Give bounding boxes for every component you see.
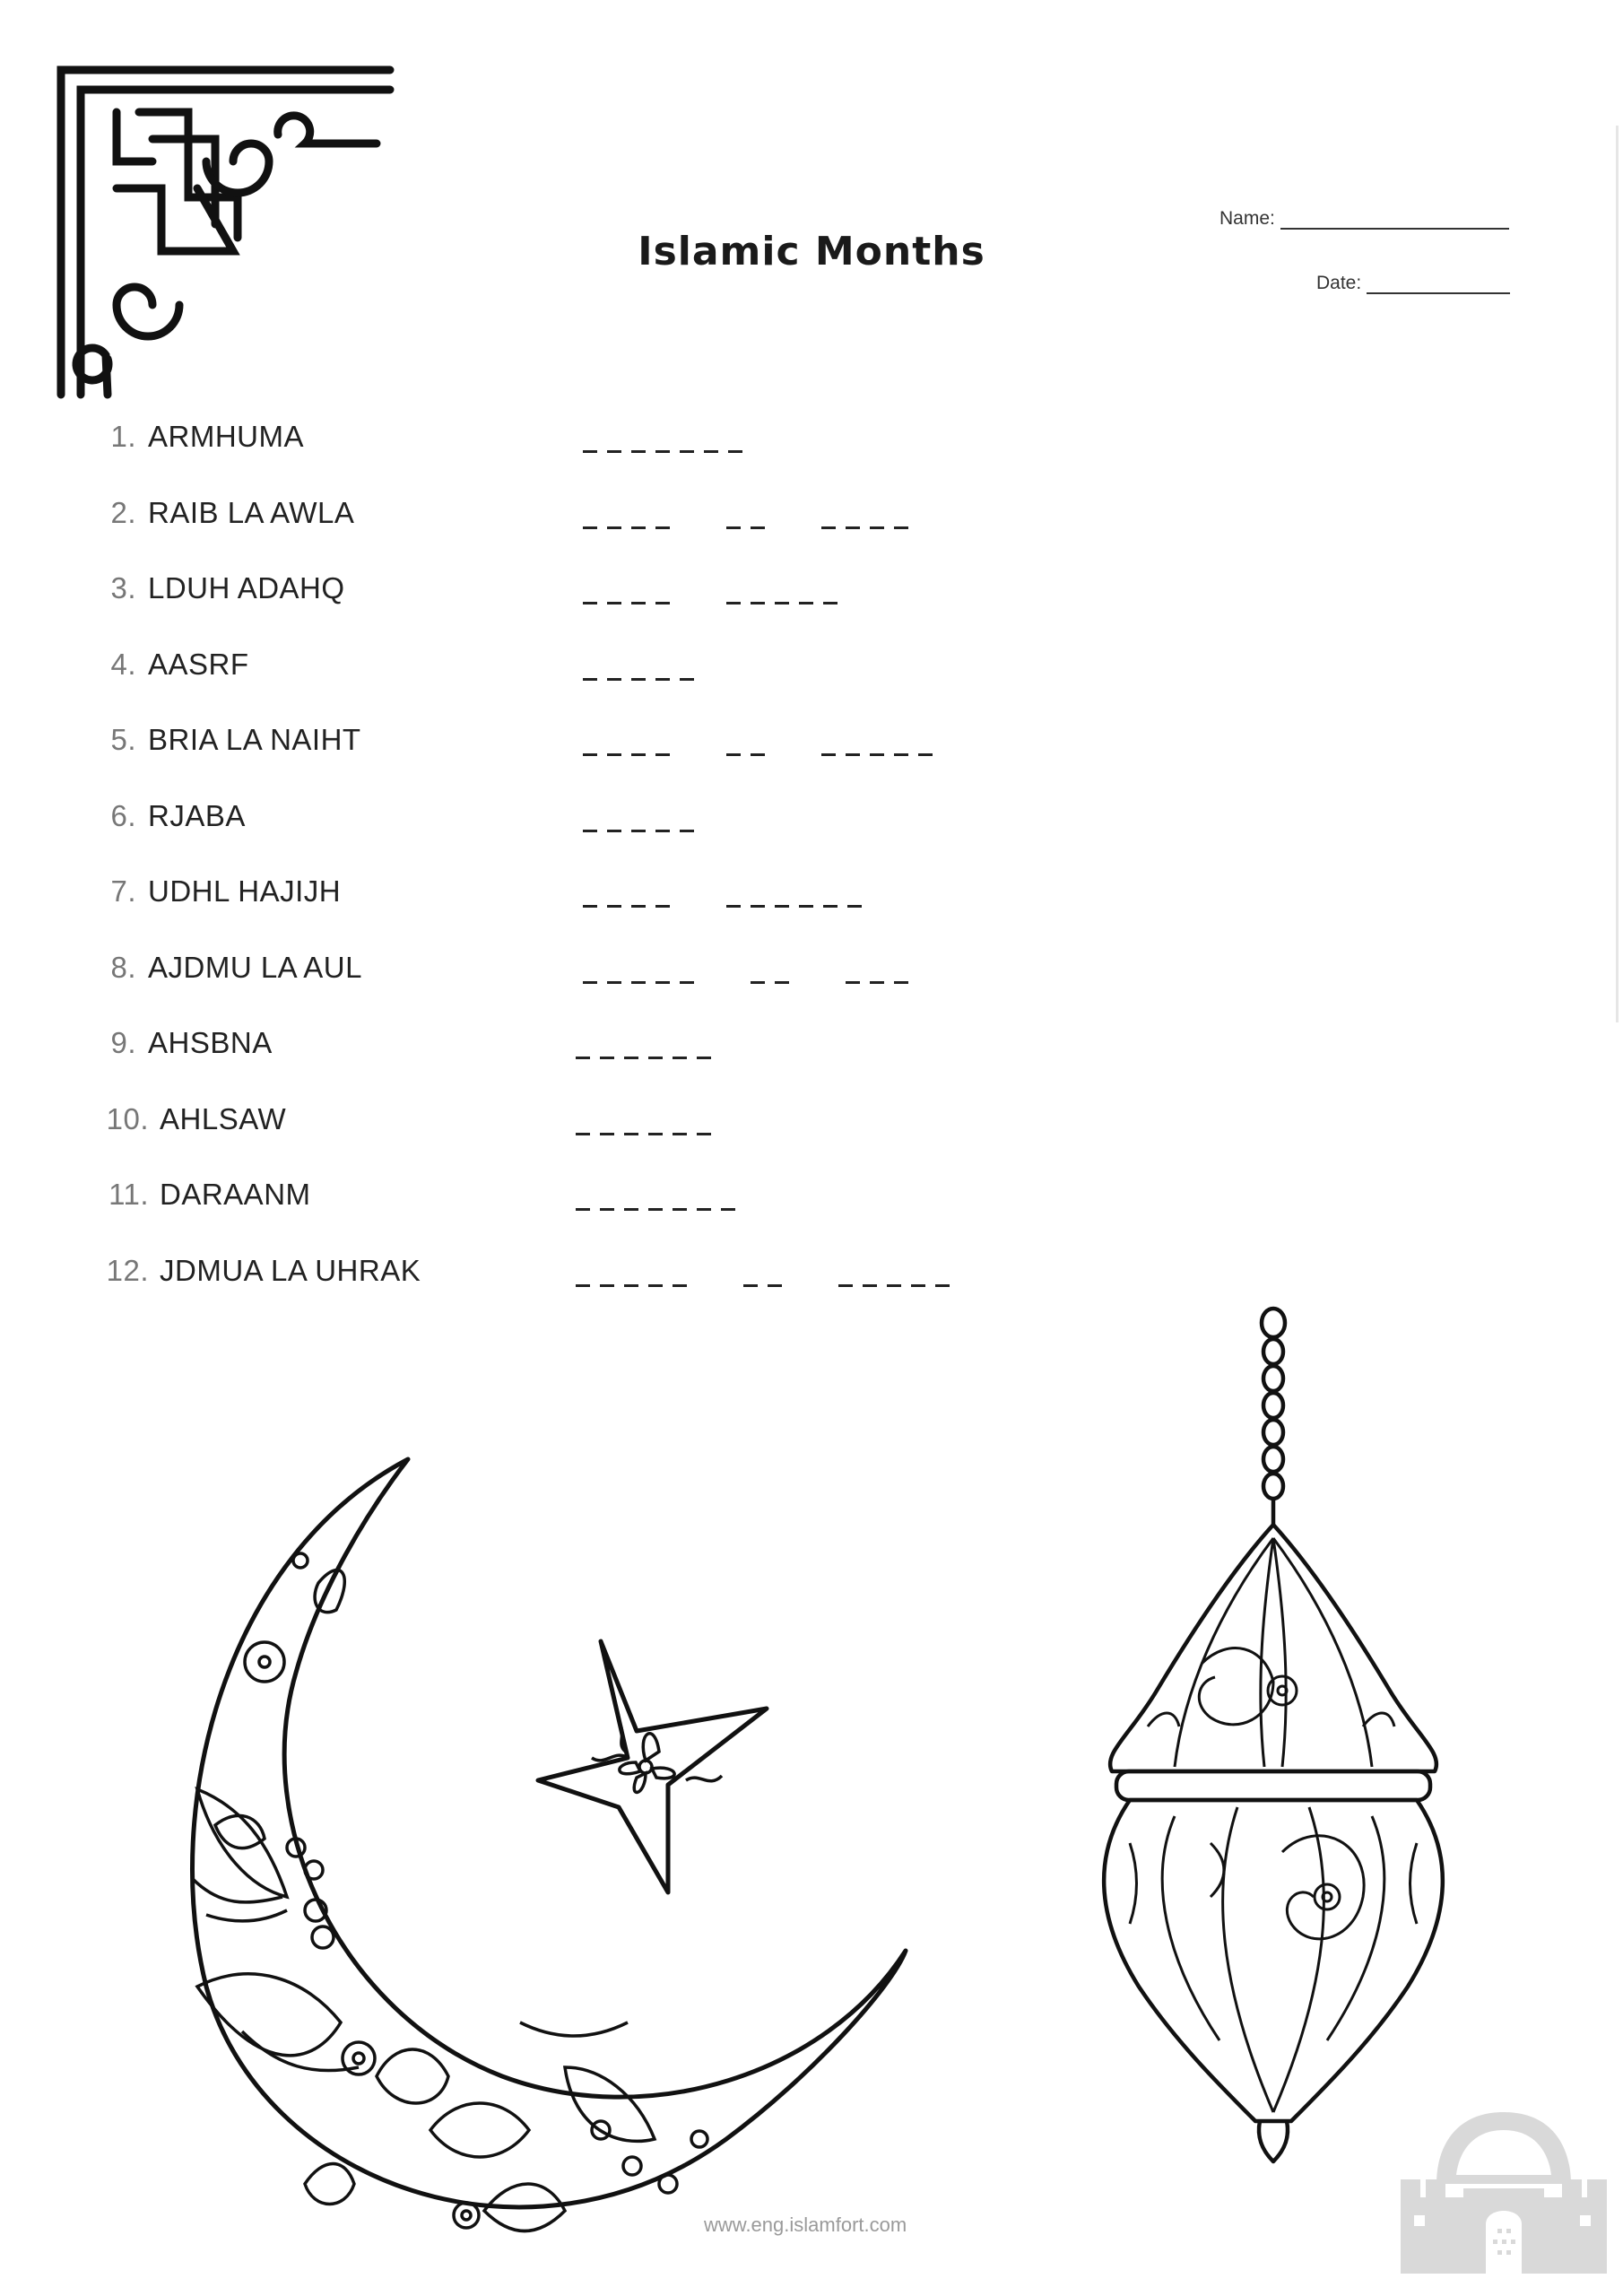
question-number: 5. — [110, 723, 136, 756]
letter-blank[interactable] — [624, 1133, 638, 1135]
letter-blank[interactable] — [631, 526, 646, 529]
letter-blank[interactable] — [655, 526, 670, 529]
letter-blank[interactable] — [607, 905, 621, 908]
letter-blank[interactable] — [583, 830, 597, 832]
letter-blank[interactable] — [775, 981, 789, 984]
letter-blank[interactable] — [704, 450, 718, 453]
question-number: 8. — [110, 950, 136, 984]
scrambled-word: ARMHUMA — [148, 420, 304, 453]
letter-blank[interactable] — [631, 830, 646, 832]
letter-blank[interactable] — [655, 830, 670, 832]
letter-blank[interactable] — [583, 602, 597, 604]
letter-blank[interactable] — [751, 981, 765, 984]
question-number: 1. — [110, 420, 136, 453]
letter-blank[interactable] — [726, 602, 741, 604]
letter-blank[interactable] — [600, 1057, 614, 1059]
letter-blank[interactable] — [680, 981, 694, 984]
letter-blank[interactable] — [607, 602, 621, 604]
letter-blank[interactable] — [607, 830, 621, 832]
letter-blank[interactable] — [655, 602, 670, 604]
letter-blank[interactable] — [726, 526, 741, 529]
letter-blank[interactable] — [576, 1057, 590, 1059]
worksheet-title: Islamic Months — [638, 229, 985, 274]
letter-blank[interactable] — [697, 1057, 711, 1059]
letter-blank[interactable] — [726, 905, 741, 908]
letter-blank[interactable] — [697, 1208, 711, 1211]
star-illustration — [529, 1632, 798, 1901]
letter-blank[interactable] — [918, 753, 933, 756]
letter-blank[interactable] — [624, 1057, 638, 1059]
letter-blank[interactable] — [887, 1284, 901, 1287]
scrambled-word: AASRF — [148, 647, 249, 681]
letter-blank[interactable] — [583, 753, 597, 756]
islamfort-logo — [1401, 2103, 1607, 2274]
question-number: 4. — [110, 647, 136, 681]
letter-blank[interactable] — [655, 450, 670, 453]
letter-blank[interactable] — [648, 1208, 663, 1211]
letter-blank[interactable] — [576, 1208, 590, 1211]
letter-blank[interactable] — [631, 905, 646, 908]
letter-blank[interactable] — [870, 981, 884, 984]
letter-blank[interactable] — [751, 526, 765, 529]
scrambled-word: RAIB LA AWLA — [148, 495, 355, 529]
letter-blank[interactable] — [673, 1284, 687, 1287]
question-number: 6. — [110, 798, 136, 832]
letter-blank[interactable] — [846, 526, 860, 529]
scrambled-word: DARAANM — [160, 1178, 311, 1211]
letter-blank[interactable] — [655, 981, 670, 984]
question-number: 9. — [110, 1026, 136, 1059]
scrambled-word: AJDMU LA AUL — [148, 950, 362, 984]
scrambled-word: LDUH ADAHQ — [148, 571, 345, 604]
letter-blank[interactable] — [751, 905, 765, 908]
letter-blank[interactable] — [576, 1133, 590, 1135]
name-blank[interactable] — [1280, 212, 1509, 230]
letter-blank[interactable] — [751, 753, 765, 756]
letter-blank[interactable] — [847, 905, 862, 908]
letter-blank[interactable] — [600, 1284, 614, 1287]
letter-blank[interactable] — [751, 602, 765, 604]
scrambled-word: RJABA — [148, 798, 246, 832]
name-field[interactable] — [1219, 208, 1509, 230]
letter-blank[interactable] — [799, 602, 813, 604]
letter-blank[interactable] — [583, 678, 597, 681]
letter-blank[interactable] — [655, 678, 670, 681]
letter-blank[interactable] — [600, 1208, 614, 1211]
letter-blank[interactable] — [624, 1208, 638, 1211]
letter-blank[interactable] — [775, 602, 789, 604]
letter-blank[interactable] — [697, 1133, 711, 1135]
letter-blank[interactable] — [583, 981, 597, 984]
letter-blank[interactable] — [863, 1284, 877, 1287]
letter-blank[interactable] — [624, 1284, 638, 1287]
letter-blank[interactable] — [607, 678, 621, 681]
scrambled-word: BRIA LA NAIHT — [148, 723, 361, 756]
letter-blank[interactable] — [743, 1284, 758, 1287]
letter-blank[interactable] — [648, 1133, 663, 1135]
question-number: 12. — [106, 1253, 149, 1287]
letter-blank[interactable] — [631, 602, 646, 604]
letter-blank[interactable] — [821, 526, 836, 529]
letter-blank[interactable] — [823, 905, 838, 908]
letter-blank[interactable] — [846, 981, 860, 984]
letter-blank[interactable] — [894, 753, 908, 756]
scrambled-word: AHLSAW — [160, 1101, 287, 1135]
scrambled-word: UDHL HAJIJH — [148, 874, 342, 908]
letter-blank[interactable] — [680, 450, 694, 453]
letter-blank[interactable] — [673, 1133, 687, 1135]
letter-blank[interactable] — [583, 905, 597, 908]
letter-blank[interactable] — [870, 526, 884, 529]
letter-blank[interactable] — [680, 830, 694, 832]
letter-blank[interactable] — [600, 1133, 614, 1135]
letter-blank[interactable] — [673, 1057, 687, 1059]
letter-blank[interactable] — [838, 1284, 853, 1287]
letter-blank[interactable] — [821, 753, 836, 756]
question-number: 2. — [110, 495, 136, 529]
letter-blank[interactable] — [726, 753, 741, 756]
letter-blank[interactable] — [583, 450, 597, 453]
letter-blank[interactable] — [631, 678, 646, 681]
letter-blank[interactable] — [680, 678, 694, 681]
letter-blank[interactable] — [775, 905, 789, 908]
letter-blank[interactable] — [576, 1284, 590, 1287]
question-number: 11. — [108, 1178, 149, 1211]
letter-blank[interactable] — [607, 450, 621, 453]
hanging-lantern-illustration — [1076, 1305, 1453, 2166]
letter-blank[interactable] — [655, 905, 670, 908]
letter-blank[interactable] — [823, 602, 838, 604]
letter-blank[interactable] — [911, 1284, 925, 1287]
letter-blank[interactable] — [607, 526, 621, 529]
letter-blank[interactable] — [721, 1208, 735, 1211]
date-field[interactable] — [1316, 273, 1510, 294]
name-label: Name: — [1219, 208, 1275, 229]
letter-blank[interactable] — [768, 1284, 782, 1287]
question-number: 10. — [106, 1101, 149, 1135]
footer-url[interactable]: www.eng.islamfort.com — [704, 2213, 907, 2236]
letter-blank[interactable] — [631, 753, 646, 756]
letter-blank[interactable] — [631, 981, 646, 984]
letter-blank[interactable] — [799, 905, 813, 908]
scrambled-word: JDMUA LA UHRAK — [160, 1253, 421, 1287]
question-number: 7. — [110, 874, 136, 908]
date-label: Date: — [1316, 273, 1362, 293]
date-blank[interactable] — [1367, 276, 1510, 294]
letter-blank[interactable] — [894, 526, 908, 529]
letter-blank[interactable] — [894, 981, 908, 984]
letter-blank[interactable] — [583, 526, 597, 529]
scrambled-word: AHSBNA — [148, 1026, 273, 1059]
letter-blank[interactable] — [607, 981, 621, 984]
letter-blank[interactable] — [607, 753, 621, 756]
letter-blank[interactable] — [673, 1208, 687, 1211]
letter-blank[interactable] — [655, 753, 670, 756]
letter-blank[interactable] — [728, 450, 742, 453]
letter-blank[interactable] — [935, 1284, 950, 1287]
letter-blank[interactable] — [631, 450, 646, 453]
question-number: 3. — [110, 571, 136, 604]
letter-blank[interactable] — [846, 753, 860, 756]
letter-blank[interactable] — [870, 753, 884, 756]
letter-blank[interactable] — [648, 1057, 663, 1059]
letter-blank[interactable] — [648, 1284, 663, 1287]
